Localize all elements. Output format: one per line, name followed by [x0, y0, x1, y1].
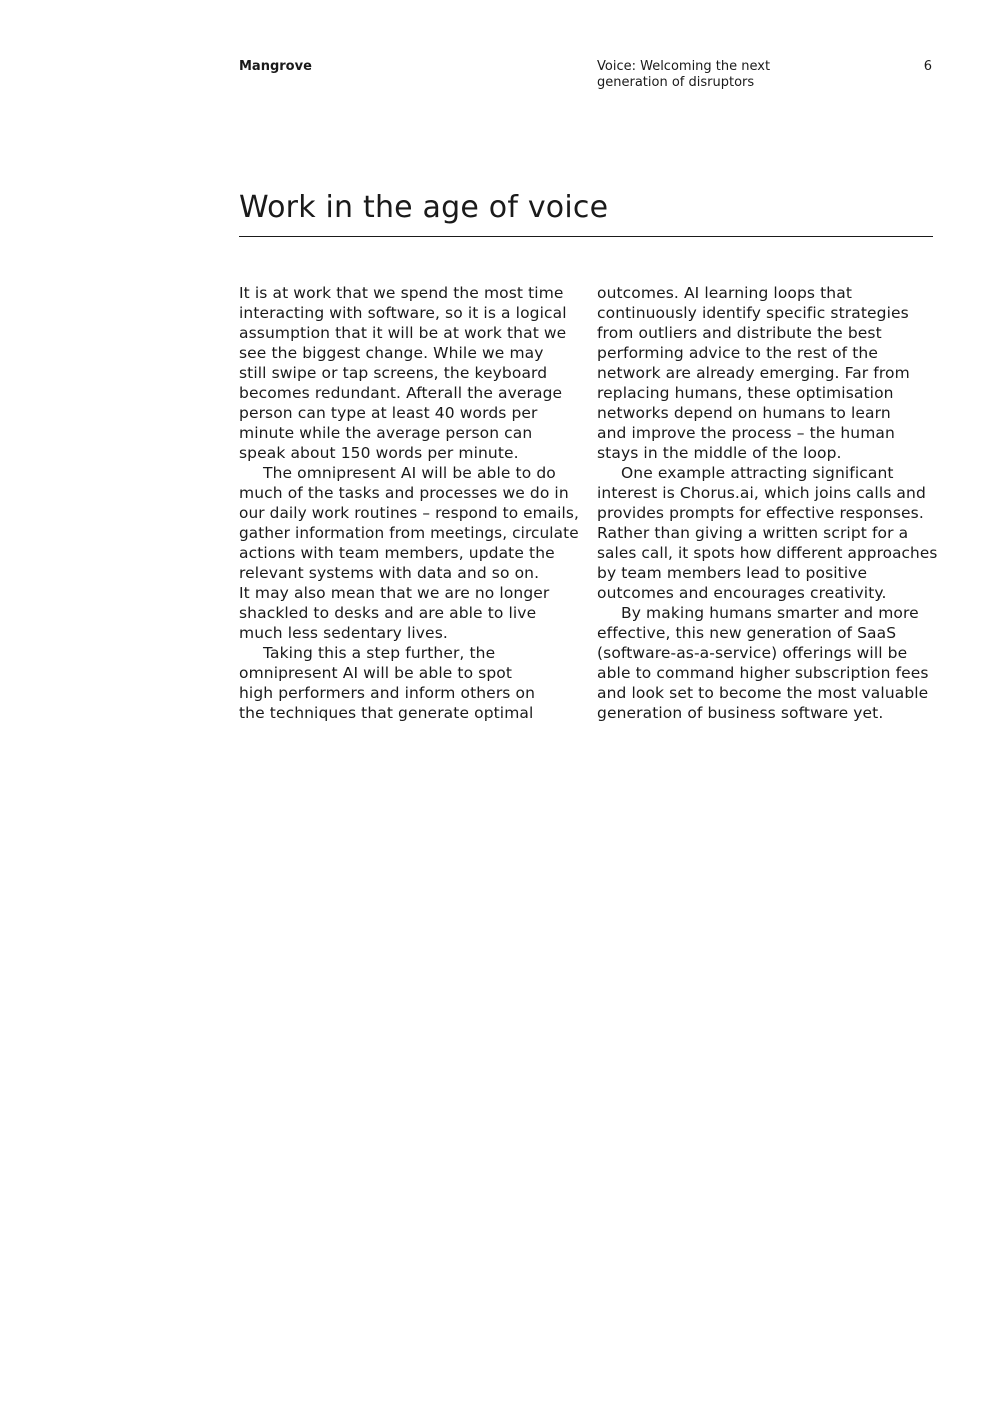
text-line: networks depend on humans to learn [597, 404, 891, 422]
text-line: effective, this new generation of SaaS [597, 624, 897, 642]
text-line: replacing humans, these optimisation [597, 384, 894, 402]
text-line: actions with team members, update the [239, 544, 555, 562]
text-line: sales call, it spots how different approaches [597, 544, 938, 562]
text-line: It may also mean that we are no longer [239, 584, 550, 602]
text-line: our daily work routines – respond to emails, [239, 504, 579, 522]
text-line: shackled to desks and are able to live [239, 604, 537, 622]
text-line: becomes redundant. Afterall the average [239, 384, 563, 402]
text-line: see the biggest change. While we may [239, 344, 544, 362]
text-line: It is at work that we spend the most time [239, 284, 564, 302]
section-title [597, 59, 797, 91]
text-line: network are already emerging. Far from [597, 364, 910, 382]
text-line: The omnipresent AI will be able to do [263, 464, 556, 482]
text-line: by team members lead to positive [597, 564, 868, 582]
text-line: minute while the average person can [239, 424, 533, 442]
text-line: generation of business software yet. [597, 704, 884, 722]
section-title-line-2: generation of disruptors [597, 75, 755, 90]
right-column [597, 283, 937, 723]
text-line: the techniques that generate optimal [239, 704, 534, 722]
text-line: continuously identify specific strategies [597, 304, 909, 322]
text-line: (software-as-a-service) offerings will be [597, 644, 908, 662]
text-line: assumption that it will be at work that we [239, 324, 567, 342]
text-line: person can type at least 40 words per [239, 404, 538, 422]
text-line: performing advice to the rest of the [597, 344, 878, 362]
page-title: Work in the age of voice [239, 190, 609, 225]
text-line: gather information from meetings, circulate [239, 524, 579, 542]
text-line: relevant systems with data and so on. [239, 564, 540, 582]
left-column [239, 283, 579, 723]
section-title-line-1: Voice: Welcoming the next [597, 59, 771, 74]
text-line: still swipe or tap screens, the keyboard [239, 364, 548, 382]
text-line: outcomes and encourages creativity. [597, 584, 887, 602]
text-line: high performers and inform others on [239, 684, 536, 702]
text-line: stays in the middle of the loop. [597, 444, 842, 462]
text-line: By making humans smarter and more [621, 604, 919, 622]
page-number: 6 [923, 59, 932, 74]
text-line: Rather than giving a written script for a [597, 524, 909, 542]
brand-name: Mangrove [239, 59, 312, 74]
text-line: from outliers and distribute the best [597, 324, 882, 342]
text-line: interacting with software, so it is a logical [239, 304, 567, 322]
title-divider [239, 236, 933, 237]
text-line: outcomes. AI learning loops that [597, 284, 853, 302]
text-line: and improve the process – the human [597, 424, 895, 442]
text-line: speak about 150 words per minute. [239, 444, 519, 462]
text-line: omnipresent AI will be able to spot [239, 664, 513, 682]
text-line: much of the tasks and processes we do in [239, 484, 569, 502]
text-line: able to command higher subscription fees [597, 664, 929, 682]
text-line: One example attracting significant [621, 464, 894, 482]
text-line: much less sedentary lives. [239, 624, 448, 642]
text-line: interest is Chorus.ai, which joins calls and [597, 484, 926, 502]
text-line: and look set to become the most valuable [597, 684, 929, 702]
text-line: provides prompts for effective responses. [597, 504, 924, 522]
text-line: Taking this a step further, the [263, 644, 496, 662]
